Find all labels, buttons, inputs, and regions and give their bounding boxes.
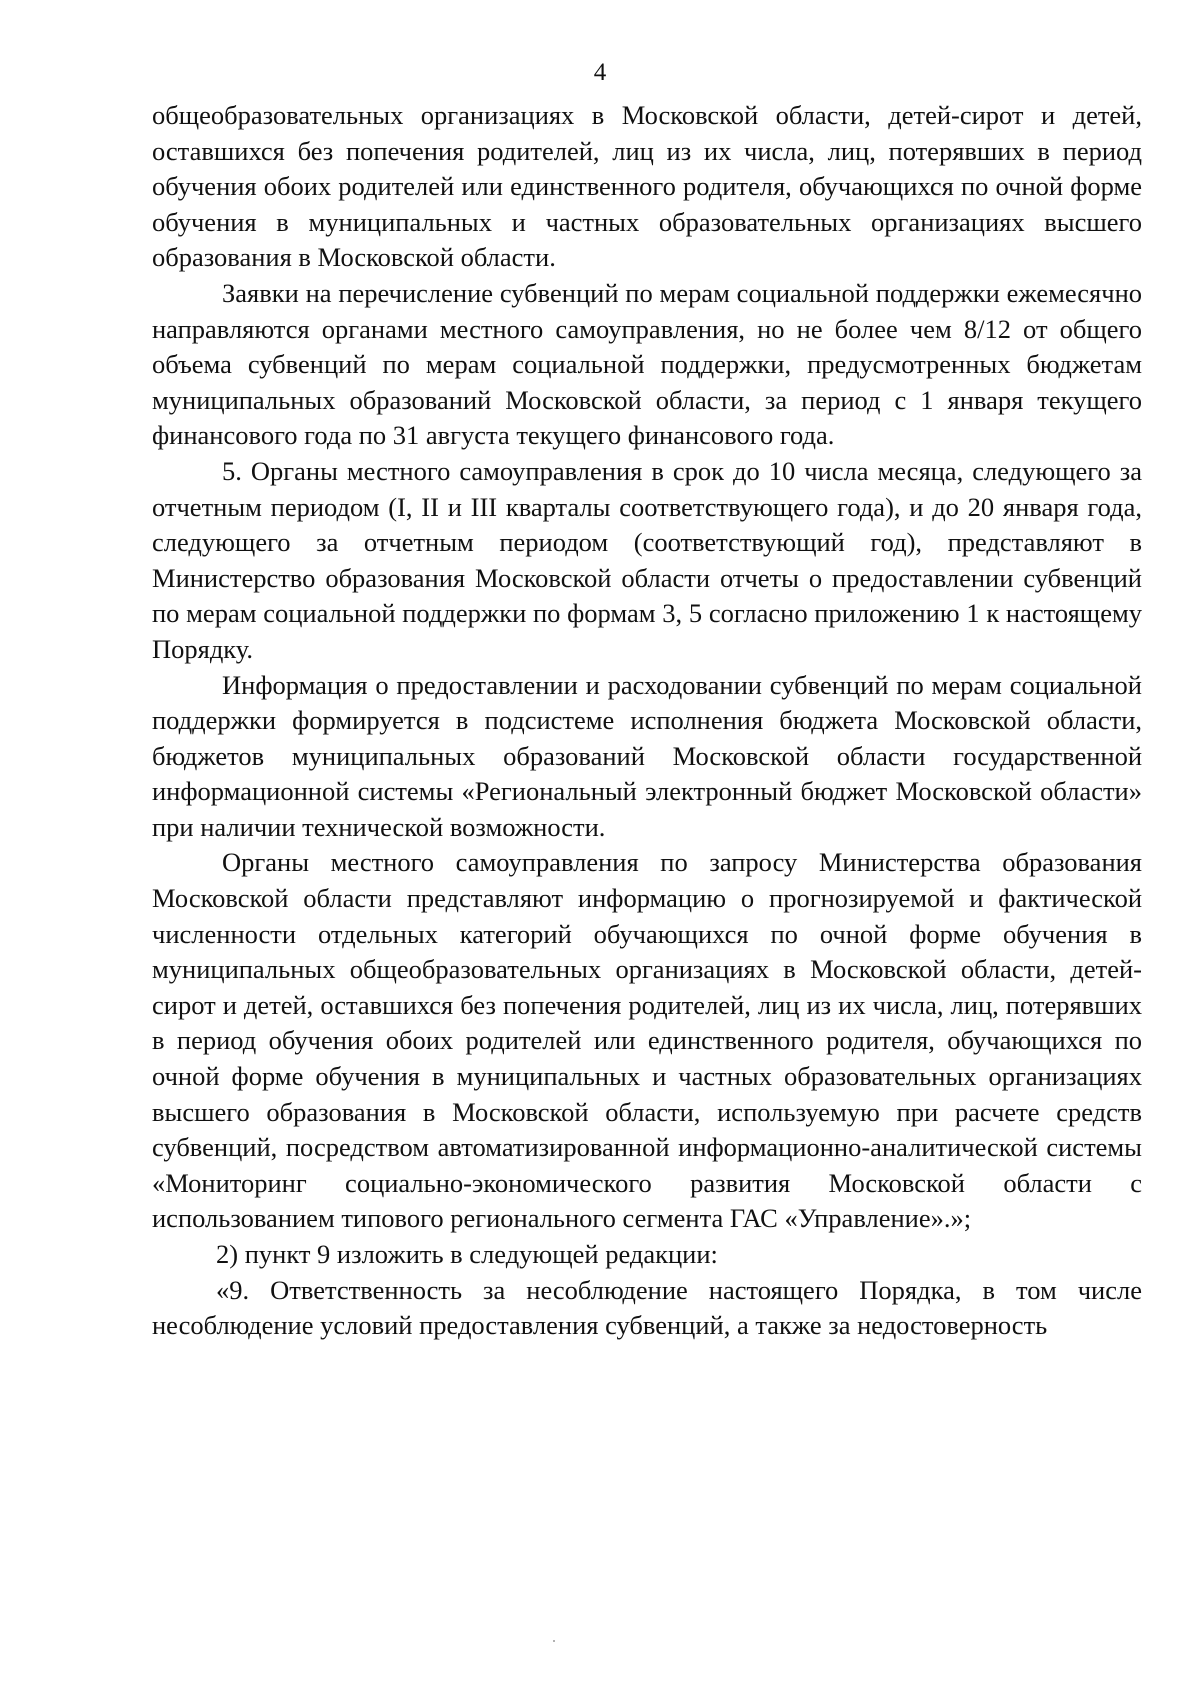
scan-artifact-dot [553,1640,555,1642]
page-number: 4 [593,59,607,86]
paragraph-amendment-2: 2) пункт 9 изложить в следующей редакции: [216,1239,718,1269]
paragraph-information: Информация о предоставлении и расходовании субвенций по мерам социальной поддержки формируется в подсистеме исполнения бюджета Московской области, бюджетов муниципальных образований Московской области государственной информационной системы «Региональный электронный бюджет Московской области» при наличии технической возможности. [152,669,1142,842]
paragraph-item-9: «9. Ответственность за несоблюдение настоящего Порядка, в том числе несоблюдение условий предоставления субвенций, а также за недостоверность [152,1274,1142,1341]
paragraph-applications: Заявки на перечисление субвенций по мерам социальной поддержки ежемесячно направляются органами местного самоуправления, но не более чем 8/12 от общего объема субвенций по мерам социальной поддержки, предусмотренных бюджетам муниципальных образований Московской области, за период с 1 января текущего финансового года по 31 августа текущего финансового года. [152,277,1142,451]
document-body [152,98,1142,1344]
paragraph-item-5: 5. Органы местного самоуправления в срок до 10 числа месяца, следующего за отчетным периодом (I, II и III кварталы соответствующего года), и до 20 января года, следующего за отчетным периодом (соответствующий год), представляют в Министерство образования Московской области отчеты о предоставлении субвенций по мерам социальной поддержки по формам 3, 5 согласно приложению 1 к настоящему Порядку. [152,455,1142,664]
paragraph-continuation: общеобразовательных организациях в Московской области, детей-сирот и детей, оставшихся без попечения родителей, лиц из их числа, лиц, потерявших в период обучения обоих родителей или единственного родителя, обучающихся по очной форме обучения в муниципальных и частных образовательных организациях высшего образования в Московской области. [152,100,1142,273]
paragraph-local-authorities: Органы местного самоуправления по запросу Министерства образования Московской области представляют информацию о прогнозируемой и фактической численности отдельных категорий обучающихся по очной форме обучения в муниципальных общеобразовательных организациях в Московской области, детей-сирот и детей, оставшихся без попечения родителей, лиц из их числа, лиц, потерявших в период обучения обоих родителей или единственного родителя, обучающихся по очной форме обучения в муниципальных и частных образовательных организациях высшего образования в Московской области, используемую при расчете средств субвенций, посредством автоматизированной информационно-аналитической системы «Мониторинг социально-экономического развития Московской области с использованием типового регионального сегмента ГАС «Управление».»; [152,847,1142,1234]
